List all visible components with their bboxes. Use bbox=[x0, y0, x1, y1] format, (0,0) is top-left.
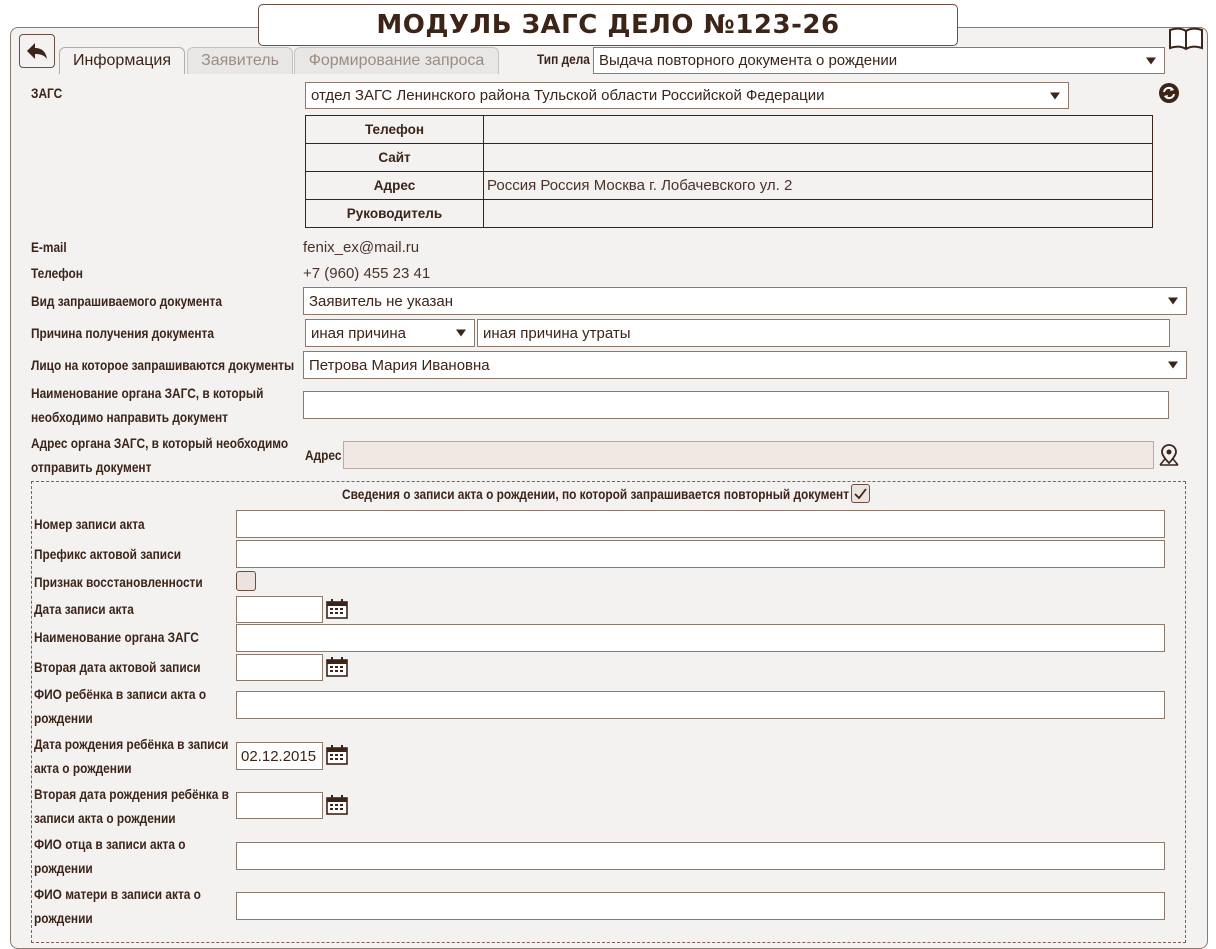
checkmark-icon bbox=[852, 485, 869, 502]
arrow-back-icon bbox=[26, 42, 48, 60]
table-row bbox=[306, 172, 1153, 200]
record-date-label: Дата записи акта bbox=[34, 602, 134, 617]
record-number-label: Номер записи акта bbox=[34, 517, 145, 532]
zags-phone-key: Телефон bbox=[306, 116, 484, 144]
record-number-input[interactable] bbox=[236, 510, 1165, 538]
org-addr-label-2: отправить документ bbox=[31, 460, 152, 475]
back-button[interactable] bbox=[19, 34, 55, 68]
birth-date-input[interactable]: 02.12.2015 bbox=[236, 742, 323, 770]
zags-label: ЗАГС bbox=[31, 86, 63, 101]
org-addr-label-1: Адрес органа ЗАГС, в который необходимо bbox=[31, 436, 289, 451]
record-date2-input[interactable] bbox=[236, 654, 323, 681]
zags-select[interactable] bbox=[305, 82, 1069, 109]
reason-select-value: иная причина bbox=[311, 324, 406, 342]
person-select[interactable] bbox=[303, 351, 1187, 379]
phone-label: Телефон bbox=[31, 266, 83, 281]
case-type-select[interactable] bbox=[593, 47, 1165, 74]
record-org-input[interactable] bbox=[236, 624, 1165, 652]
table-row bbox=[306, 200, 1153, 228]
reason-text-input[interactable]: иная причина утраты bbox=[477, 319, 1170, 347]
reason-label: Причина получения документа bbox=[31, 326, 214, 341]
table-row bbox=[306, 116, 1153, 144]
org-name-label-2: необходимо направить документ bbox=[31, 410, 228, 425]
record-section-checkbox[interactable] bbox=[851, 484, 870, 503]
zags-address-value: Россия Россия Москва г. Лобачевского ул. 2 bbox=[484, 172, 1153, 200]
record-org-label: Наименование органа ЗАГС bbox=[34, 630, 199, 645]
tab-applicant[interactable]: Заявитель bbox=[187, 47, 293, 74]
org-addr-sub-label: Адрес bbox=[305, 448, 342, 463]
birth-date2-label-2: записи акта о рождении bbox=[34, 811, 176, 826]
chevron-down-icon bbox=[456, 330, 466, 337]
reason-select[interactable] bbox=[305, 319, 475, 347]
book-icon[interactable] bbox=[1168, 26, 1204, 52]
father-name-label-2: рождении bbox=[34, 861, 93, 876]
mother-name-input[interactable] bbox=[236, 892, 1165, 920]
tab-request[interactable]: Формирование запроса bbox=[294, 47, 499, 74]
refresh-icon[interactable] bbox=[1158, 82, 1180, 104]
restored-label: Признак восстановленности bbox=[34, 575, 203, 590]
record-section-title: Сведения о записи акта о рождении, по которой запрашивается повторный документ bbox=[342, 487, 850, 502]
record-prefix-input[interactable] bbox=[236, 540, 1165, 568]
calendar-icon[interactable] bbox=[326, 745, 348, 765]
chevron-down-icon bbox=[1168, 362, 1178, 369]
mother-name-label-2: рождении bbox=[34, 911, 93, 926]
zags-site-key: Сайт bbox=[306, 144, 484, 172]
zags-site-value bbox=[484, 144, 1153, 172]
zags-info-table bbox=[305, 115, 1153, 228]
doc-type-select[interactable] bbox=[303, 287, 1187, 315]
page-title: МОДУЛЬ ЗАГС ДЕЛО №123-26 bbox=[258, 4, 958, 46]
calendar-icon[interactable] bbox=[326, 599, 348, 619]
child-name-label-1: ФИО ребёнка в записи акта о bbox=[34, 687, 207, 702]
chevron-down-icon bbox=[1050, 92, 1060, 99]
record-date-input[interactable] bbox=[236, 596, 323, 623]
father-name-input[interactable] bbox=[236, 842, 1165, 870]
record-date2-label: Вторая дата актовой записи bbox=[34, 660, 201, 675]
tab-info[interactable]: Информация bbox=[59, 47, 185, 74]
chevron-down-icon bbox=[1146, 57, 1156, 64]
birth-date2-label-1: Вторая дата рождения ребёнка в bbox=[34, 787, 229, 802]
map-pin-icon[interactable] bbox=[1158, 443, 1180, 467]
org-addr-input[interactable] bbox=[343, 441, 1154, 469]
table-row bbox=[306, 144, 1153, 172]
record-prefix-label: Префикс актовой записи bbox=[34, 547, 182, 562]
child-name-input[interactable] bbox=[236, 691, 1165, 719]
calendar-icon[interactable] bbox=[326, 795, 348, 815]
zags-head-key: Руководитель bbox=[306, 200, 484, 228]
email-label: E-mail bbox=[31, 240, 67, 255]
birth-date-label-1: Дата рождения ребёнка в записи bbox=[34, 737, 229, 752]
zags-value: отдел ЗАГС Ленинского района Тульской области Российской Федерации bbox=[311, 87, 825, 104]
birth-date-label-2: акта о рождении bbox=[34, 761, 132, 776]
person-value: Петрова Мария Ивановна bbox=[309, 356, 490, 374]
restored-checkbox[interactable] bbox=[236, 571, 256, 591]
father-name-label-1: ФИО отца в записи акта о bbox=[34, 837, 186, 852]
doc-type-label: Вид запрашиваемого документа bbox=[31, 294, 222, 309]
birth-date2-input[interactable] bbox=[236, 792, 323, 819]
mother-name-label-1: ФИО матери в записи акта о bbox=[34, 887, 201, 902]
org-name-label-1: Наименование органа ЗАГС, в который bbox=[31, 386, 264, 401]
calendar-icon[interactable] bbox=[326, 657, 348, 677]
email-value: fenix_ex@mail.ru bbox=[303, 239, 420, 256]
zags-address-key: Адрес bbox=[306, 172, 484, 200]
case-type-value: Выдача повторного документа о рождении bbox=[599, 52, 898, 69]
child-name-label-2: рождении bbox=[34, 711, 93, 726]
chevron-down-icon bbox=[1168, 298, 1178, 305]
zags-phone-value bbox=[484, 116, 1153, 144]
zags-head-value bbox=[484, 200, 1153, 228]
phone-value: +7 (960) 455 23 41 bbox=[303, 265, 431, 282]
org-name-input[interactable] bbox=[303, 391, 1169, 419]
case-type-label: Тип дела bbox=[537, 52, 590, 67]
doc-type-value: Заявитель не указан bbox=[309, 292, 454, 310]
person-label: Лицо на которое запрашиваются документы bbox=[31, 358, 295, 373]
